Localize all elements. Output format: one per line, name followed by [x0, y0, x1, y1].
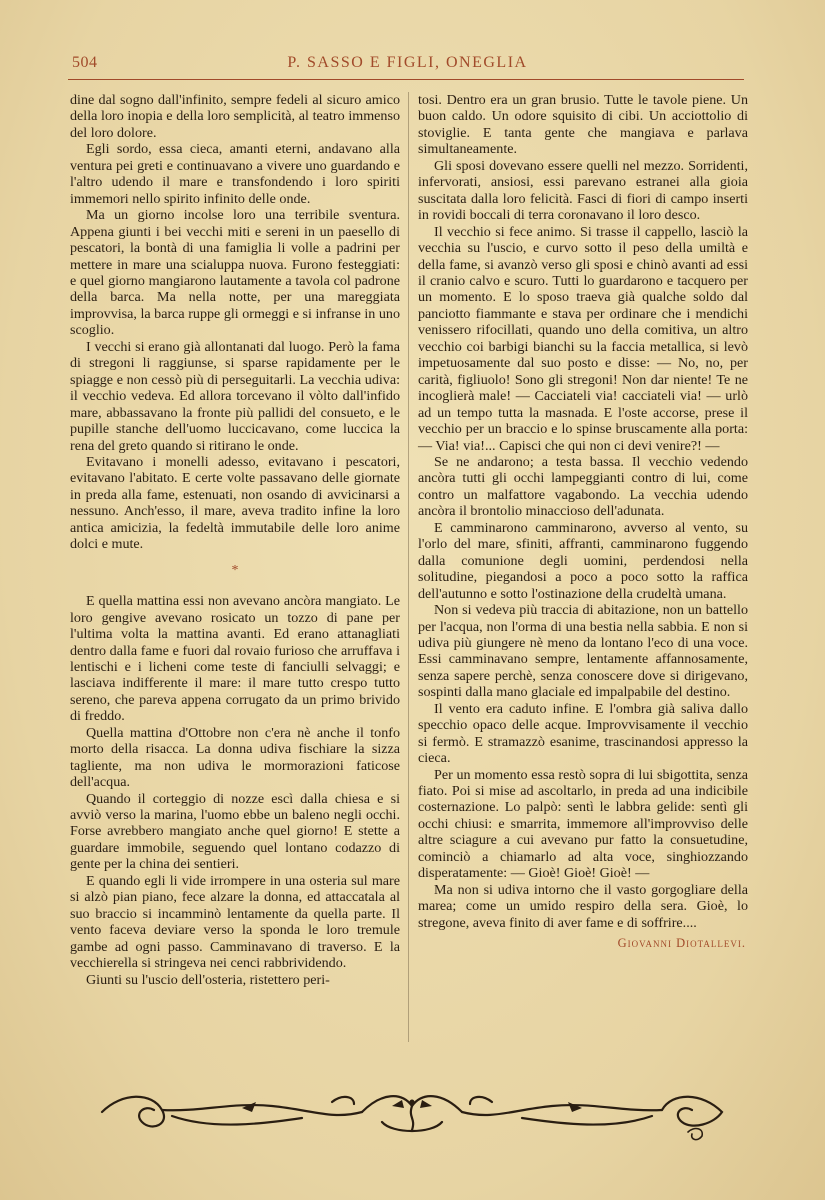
- paragraph: Evitavano i monelli adesso, evitavano i pescatori, evitavano l'abitato. E certe volte passavano delle giornate in preda alla fame, estenuati, non osando di avvicinarsi a nessuno. Anch'esso, il mare, aveva tradito infine la loro antica amicizia, la fedeltà immutabile delle loro anime dolci e mute.: [70, 453, 400, 553]
- author-signature: Giovanni Diotallevi.: [617, 936, 746, 951]
- paragraph: Non si vedeva più traccia di abitazione, non un battello per l'acqua, non l'orma di una bestia nella sabbia. E non si udiva più giungere nè meno da lontano l'eco di una voce. Essi camminavano sempre, lentamente affannosamente, senza sapere perchè, senza conoscere dove si dirigevano, sospinti dalla mano glaciale ed impalpabile del destino.: [418, 602, 748, 701]
- paragraph: Egli sordo, essa cieca, amanti eterni, andavano alla ventura pei greti e continuavano a vivere uno guardando e l'altro udendo il mare e transfondendo i loro spiriti immemori nello spirito infinito delle onde.: [70, 141, 400, 207]
- paragraph: Ma un giorno incolse loro una terribile sventura. Appena giunti i bei vecchi miti e sereni in un paesello di pescatori, la bontà di una famiglia li volle a padrini per mettere in mare una scialuppa nuova. Furono festeggiati: e quel giorno mangiarono lautamente a tavola col padrone della barca. Ma nella notte, per una mareggiata improvvisa, la barca ruppe gli ormeggi e si infranse in uno scoglio.: [70, 207, 400, 339]
- page-header: [70, 54, 745, 78]
- paragraph: Giunti su l'uscio dell'osteria, ristettero peri-: [86, 971, 330, 988]
- paragraph: Se ne andarono; a testa bassa. Il vecchio vedendo ancòra tutti gli occhi lampeggianti contro di lui, come contro un malfattore vagabondo. La vecchia udendo ancòra il brontolio minaccioso dell'adunata.: [418, 453, 748, 520]
- paragraph: tosi. Dentro era un gran brusio. Tutte le tavole piene. Un buon caldo. Un odore squisito di cibi. Un acciottolio di stoviglie. E tanta gente che mangiava e parlava simultaneamente.: [418, 92, 748, 158]
- section-break-asterisk: *: [231, 562, 239, 578]
- paragraph: Il vecchio si fece animo. Si trasse il cappello, lasciò la vecchia su l'uscio, e curvo sotto il peso della umiltà e della fame, si avanzò verso gli sposi e chinò avanti ad essi il cranio calvo e scuro. Tutti lo guardarono e tacquero per un momento. E lo sposo traeva già qualche soldo dal panciotto fiammante e stava per ordinare che i mendichi venissero rifocillati, quando uno della comitiva, un altro vecchio coi barbigi bianchi su la faccia metallica, si levò impetuosamente dal suo posto e disse: — No, no, per carità, figliuolo! Sono gli stregoni! Non dar niente! Te ne incoglierà male! — Cacciateli via! cacciateli via! — urlò ad un tempo tutta la masnada. E l'oste accorse, prese il vecchio per un braccio e lo spinse bruscamente alla porta: — Via! via!... Capisci che qui non ci devi venire?! —: [418, 223, 748, 454]
- paragraph: Quella mattina d'Ottobre non c'era nè anche il tonfo morto della risacca. La donna udiva fischiare la sizza tagliente, ma non udiva le mormorazioni faticose dell'acqua.: [70, 724, 400, 791]
- left-column: [70, 92, 400, 988]
- running-title: P. SASSO E FIGLI, ONEGLIA: [287, 54, 528, 71]
- right-column: [418, 92, 748, 952]
- paragraph: E quando egli li vide irrompere in una osteria sul mare si alzò pian piano, fece alzare la donna, ed attaccatala al suo braccio si incamminò lentamente da quella parte. Il vento faceva deviare verso la sponda le loro tremule gambe ad ogni passo. Camminavano di traverso. E la vecchierella si stringeva nei cenci rabbrividendo.: [70, 872, 400, 972]
- header-rule: [68, 79, 744, 80]
- paragraph: dine dal sogno dall'infinito, sempre fedeli al sicuro amico della loro inopia e della loro semplicità, al teatro immenso del loro dolore.: [70, 92, 400, 141]
- paragraph: Il vento era caduto infine. E l'ombra già saliva dallo specchio opaco delle acque. Improvvisamente il vecchio si fermò. E stramazzò esanime, trascinandosi appresso la cieca.: [418, 700, 748, 767]
- paragraph: Gli sposi dovevano essere quelli nel mezzo. Sorridenti, infervorati, ansiosi, essi parevano estranei alla gioia suscitata dalla loro felicità. Fasci di fiori di campo inserti in rovidi boccali di terra coronavano il loro desco.: [418, 157, 748, 224]
- paragraph: Ma non si udiva intorno che il vasto gorgogliare della marea; come un umido respiro della sera. Gioè, lo stregone, aveva finito di aver fame e di soffrire....: [418, 881, 748, 931]
- art-nouveau-scroll-ornament-icon: [92, 1072, 732, 1152]
- paragraph: Per un momento essa restò sopra di lui sbigottita, senza fiato. Poi si mise ad ascoltarlo, in preda ad una indicibile costernazione. Lo palpò: sentì le labbra gelide: sentì gli occhi chiusi: e smarrita, immemore all'improvviso delle altre sciagure a cui avevano pur fatto la consuetudine, cominciò a chiamarlo ad alta voce, singhiozzando disperatamente: — Gioè! Gioè! Gioè! —: [418, 766, 748, 882]
- paragraph: I vecchi si erano già allontanati dal luogo. Però la fama di stregoni li raggiunse, si sparse rapidamente per le spiagge e non cessò più di perseguitarli. La vecchia udiva: il vecchio vedeva. Ed allora torcevano il vòlto dall'infido mare, abbassavano la fronte più pallidi del consueto, e le pupille stanche dell'uomo luccicavano, come luccica la rena del greto quando si ritirano le onde.: [70, 338, 400, 454]
- paragraph: E quella mattina essi non avevano ancòra mangiato. Le loro gengive avevano rosicato un tozzo di pane per l'ultima volta la mattina avanti. Ed erano attanagliati dentro dalla fame e fuori dal rovaio furioso che arruffava i lentischi e i licheni come teste di fanciulli selvaggi; e lasciava indifferente il mare: il mare tutto crespo tutto sereno, che pareva appena corrugato da un primo brivido di freddo.: [70, 593, 400, 725]
- paragraph: Quando il corteggio di nozze escì dalla chiesa e si avviò verso la marina, l'uomo ebbe un baleno negli occhi. Forse avrebbero mangiato anche quel giorno! E stette a guardare immobile, seguendo quel lontano codazzo di gente per la china dei sentieri.: [70, 790, 400, 873]
- column-divider: [408, 92, 409, 1042]
- page-number: 504: [72, 54, 98, 71]
- paragraph: E camminarono camminarono, avverso al vento, su l'orlo del mare, sfiniti, affranti, camminarono fuggendo dalla comunione degli uomini, perdendosi nella solitudine, piegandosi a poco a poco sotto la raffica dell'autunno e sotto l'ostinazione della crudeltà umana.: [418, 519, 748, 602]
